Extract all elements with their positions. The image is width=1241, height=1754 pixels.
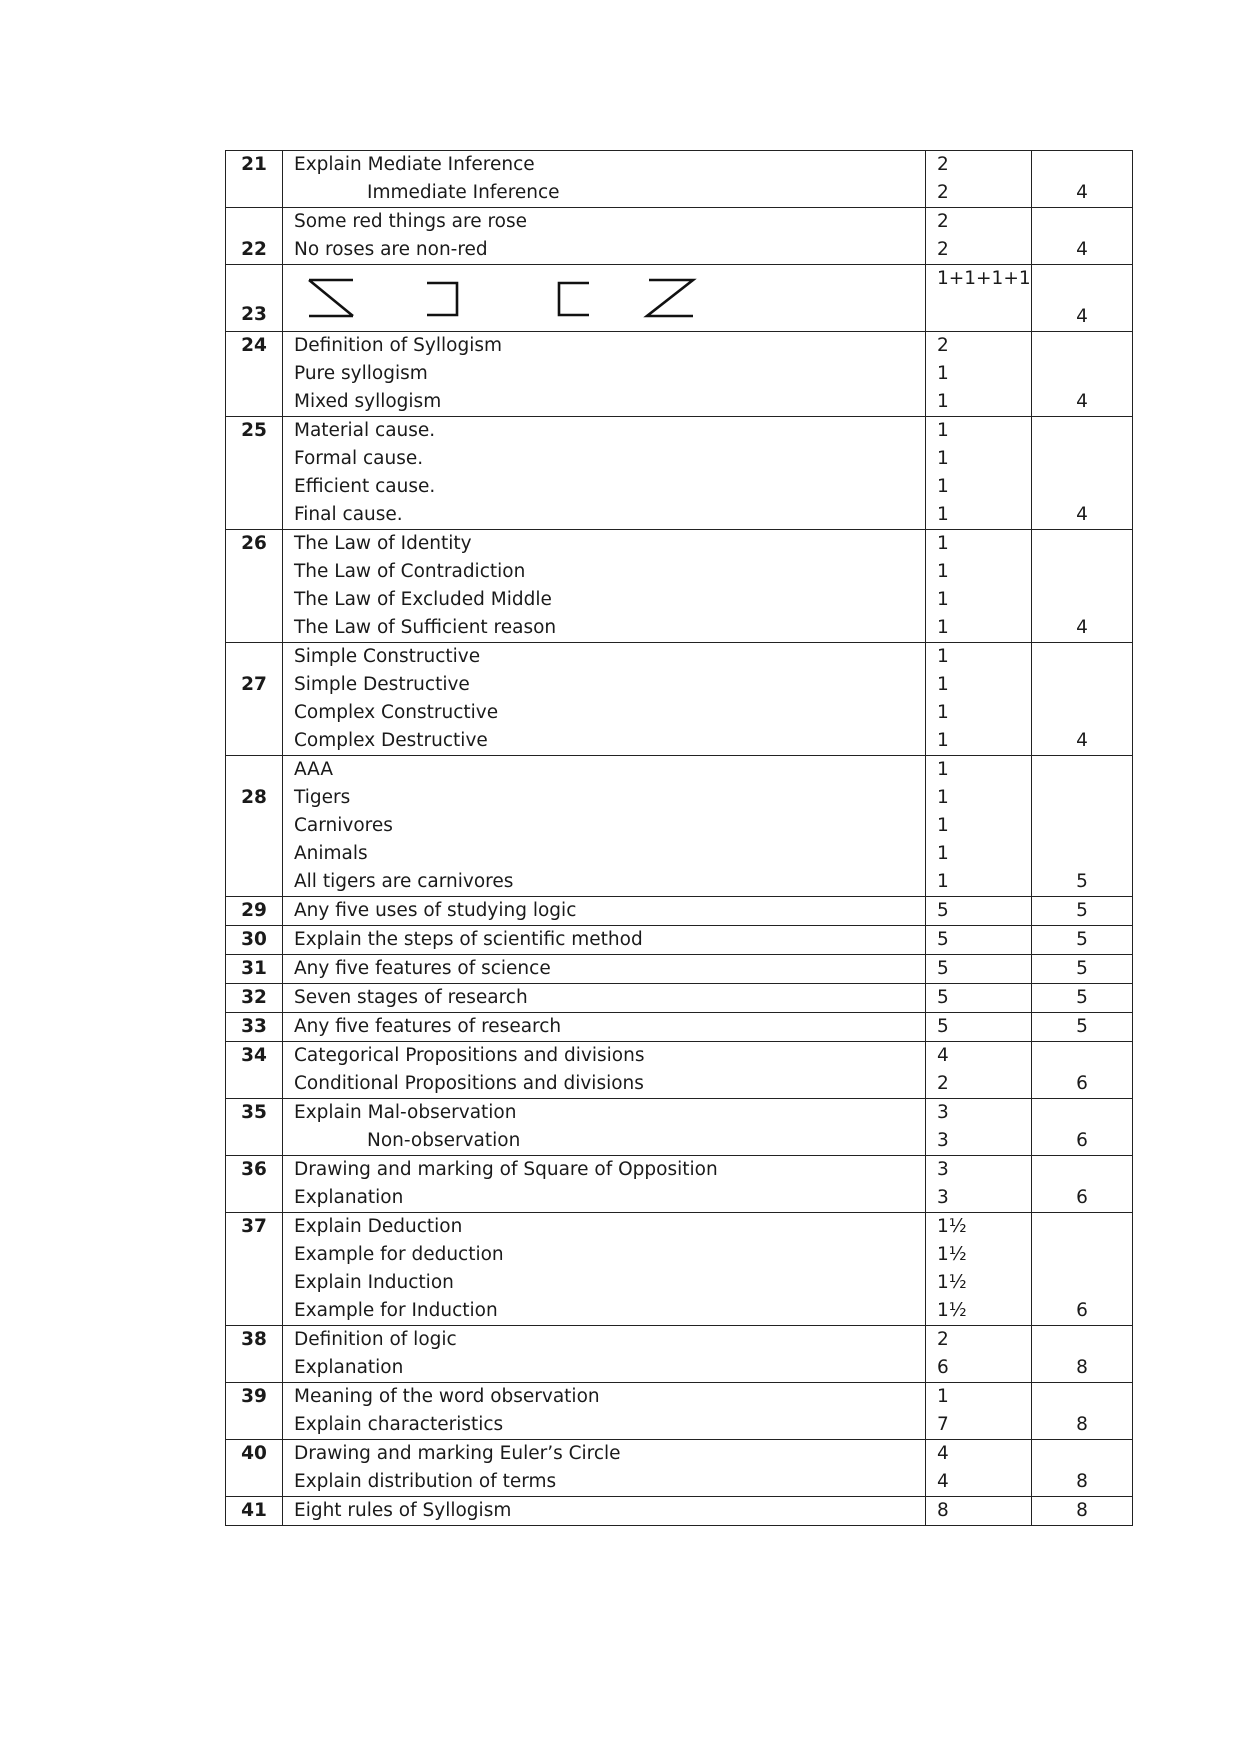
mark-value: 1 [937, 504, 949, 525]
description-line: Categorical Propositions and divisions [294, 1045, 645, 1066]
mark-value: 1 [937, 533, 949, 554]
description-line: Explanation [294, 1357, 404, 1378]
table-row [226, 1440, 1133, 1497]
total-cell [1032, 1213, 1133, 1326]
total-value: 4 [1076, 617, 1088, 638]
total-value [1032, 1383, 1132, 1411]
total-value [1032, 1213, 1132, 1241]
total-cell [1032, 1042, 1133, 1099]
total-cell [1032, 332, 1133, 417]
question-number: 22 [241, 239, 267, 260]
total-value [1032, 812, 1132, 840]
description-cell [283, 417, 926, 530]
total-value: 5 [1076, 987, 1088, 1008]
table-row [226, 1497, 1133, 1526]
total-value [1032, 586, 1132, 614]
question-number: 41 [241, 1500, 267, 1521]
total-cell [1032, 265, 1133, 332]
description-cell [283, 955, 926, 984]
mark-value: 1 [937, 448, 949, 469]
question-number-cell [226, 1440, 283, 1497]
description-cell [283, 1326, 926, 1383]
description-line: The Law of Excluded Middle [294, 589, 552, 610]
mark-value: 1 [937, 476, 949, 497]
description-cell [283, 1383, 926, 1440]
question-number-cell [226, 1326, 283, 1383]
question-number-cell [226, 984, 283, 1013]
question-number: 36 [241, 1159, 267, 1180]
mark-value: 2 [937, 1073, 949, 1094]
mark-value: 2 [937, 335, 949, 356]
mark-value: 7 [937, 1414, 949, 1435]
question-number-cell [226, 265, 283, 332]
total-value: 4 [1076, 306, 1088, 327]
table-row [226, 151, 1133, 208]
question-number-cell [226, 208, 283, 265]
description-line: Explain Mal-observation [294, 1102, 517, 1123]
table-row [226, 1326, 1133, 1383]
description-line: Some red things are rose [294, 211, 527, 232]
mark-value: 1 [937, 420, 949, 441]
description-cell [283, 1099, 926, 1156]
total-value [1032, 208, 1132, 236]
total-value [1032, 699, 1132, 727]
figure-2-symbol-icon [423, 277, 463, 319]
description-cell [283, 1213, 926, 1326]
description-line: Simple Destructive [294, 674, 470, 695]
table-row [226, 1099, 1133, 1156]
total-cell [1032, 208, 1133, 265]
description-cell [283, 897, 926, 926]
total-value [1032, 445, 1132, 473]
mark-value: 1 [937, 1386, 949, 1407]
mark-value: 1 [937, 702, 949, 723]
mark-cell [926, 926, 1032, 955]
mark-cell [926, 1042, 1032, 1099]
description-cell [283, 926, 926, 955]
question-number-cell [226, 417, 283, 530]
mark-cell [926, 265, 1032, 332]
total-cell [1032, 756, 1133, 897]
mark-cell [926, 955, 1032, 984]
table-row [226, 897, 1133, 926]
question-number: 40 [241, 1443, 267, 1464]
description-line: Definition of logic [294, 1329, 457, 1350]
total-cell [1032, 1013, 1133, 1042]
total-value [1032, 1269, 1132, 1297]
question-number-cell [226, 1213, 283, 1326]
table-row [226, 1042, 1133, 1099]
question-number-cell [226, 1156, 283, 1213]
mark-value: 2 [937, 239, 949, 260]
table-body [226, 151, 1133, 1526]
question-number: 35 [241, 1102, 267, 1123]
mark-value: 2 [937, 211, 949, 232]
total-value: 8 [1076, 1500, 1088, 1521]
description-line: Immediate Inference [367, 182, 560, 203]
total-value: 8 [1076, 1357, 1088, 1378]
total-value [1032, 1099, 1132, 1127]
table-row [226, 265, 1133, 332]
description-cell [283, 332, 926, 417]
mark-cell [926, 1497, 1032, 1526]
table-row [226, 208, 1133, 265]
description-line: Any five features of research [294, 1016, 562, 1037]
question-number-cell [226, 926, 283, 955]
question-number-cell [226, 332, 283, 417]
description-line: Example for deduction [294, 1244, 504, 1265]
question-number-cell [226, 1497, 283, 1526]
total-value [1032, 332, 1132, 360]
question-number-cell [226, 1099, 283, 1156]
description-line: Efficient cause. [294, 476, 436, 497]
total-value: 4 [1076, 391, 1088, 412]
mark-cell [926, 1213, 1032, 1326]
total-cell [1032, 897, 1133, 926]
description-line: Any five uses of studying logic [294, 900, 577, 921]
mark-value: 5 [937, 1016, 949, 1037]
table-row [226, 417, 1133, 530]
mark-value: 1 [937, 730, 949, 751]
description-line: Complex Destructive [294, 730, 488, 751]
table-row [226, 984, 1133, 1013]
table-row [226, 926, 1133, 955]
total-value: 5 [1076, 929, 1088, 950]
description-cell [283, 643, 926, 756]
question-number: 39 [241, 1386, 267, 1407]
description-cell [283, 984, 926, 1013]
total-value: 8 [1076, 1471, 1088, 1492]
total-cell [1032, 530, 1133, 643]
table-row [226, 1013, 1133, 1042]
mark-value: 1 [937, 646, 949, 667]
total-value: 5 [1076, 871, 1088, 892]
description-line: Material cause. [294, 420, 436, 441]
table-row [226, 1213, 1133, 1326]
total-cell [1032, 1383, 1133, 1440]
table-row [226, 643, 1133, 756]
description-line: Explain the steps of scientific method [294, 929, 643, 950]
mark-value: 1 [937, 391, 949, 412]
description-cell [283, 1156, 926, 1213]
mark-value: 8 [937, 1500, 949, 1521]
question-number-cell [226, 530, 283, 643]
mark-cell [926, 1013, 1032, 1042]
mark-value: 4 [937, 1443, 949, 1464]
total-value: 6 [1076, 1130, 1088, 1151]
question-number: 27 [241, 674, 267, 695]
description-line: Example for Induction [294, 1300, 498, 1321]
description-line: Carnivores [294, 815, 393, 836]
total-cell [1032, 1099, 1133, 1156]
mark-value: 1 [937, 674, 949, 695]
mark-value: 1+1+1+1 [937, 268, 1031, 289]
mark-cell [926, 897, 1032, 926]
description-line: Non-observation [367, 1130, 521, 1151]
total-cell [1032, 926, 1133, 955]
total-cell [1032, 984, 1133, 1013]
table-row [226, 1156, 1133, 1213]
description-line: Animals [294, 843, 368, 864]
total-value: 6 [1076, 1073, 1088, 1094]
question-number-cell [226, 1383, 283, 1440]
total-value [1032, 1042, 1132, 1070]
total-value: 6 [1076, 1187, 1088, 1208]
mark-value: 5 [937, 929, 949, 950]
description-line: Pure syllogism [294, 363, 428, 384]
mark-value: 2 [937, 182, 949, 203]
total-cell [1032, 643, 1133, 756]
description-line: AAA [294, 759, 333, 780]
mark-cell [926, 1383, 1032, 1440]
mark-value: 2 [937, 154, 949, 175]
total-cell [1032, 151, 1133, 208]
description-cell [283, 265, 926, 332]
total-value [1032, 671, 1132, 699]
description-line: Eight rules of Syllogism [294, 1500, 512, 1521]
description-line: Drawing and marking of Square of Opposition [294, 1159, 718, 1180]
total-value [1032, 151, 1132, 179]
total-value [1032, 530, 1132, 558]
description-cell [283, 1042, 926, 1099]
question-number-cell [226, 756, 283, 897]
total-value: 4 [1076, 182, 1088, 203]
description-line: Explanation [294, 1187, 404, 1208]
question-number: 24 [241, 335, 267, 356]
description-cell [283, 530, 926, 643]
mark-value: 1 [937, 589, 949, 610]
description-cell [283, 756, 926, 897]
mark-value: 5 [937, 958, 949, 979]
question-number: 28 [241, 787, 267, 808]
mark-value: 1½ [937, 1272, 967, 1293]
mark-cell [926, 1156, 1032, 1213]
mark-cell [926, 1099, 1032, 1156]
description-cell [283, 151, 926, 208]
description-line: Explain characteristics [294, 1414, 504, 1435]
total-value [1032, 1241, 1132, 1269]
mark-value: 4 [937, 1471, 949, 1492]
mark-cell [926, 417, 1032, 530]
figure-3-symbol-icon [553, 277, 593, 319]
figure-1-symbol-icon [306, 277, 358, 319]
description-line: Simple Constructive [294, 646, 481, 667]
total-value [1032, 1440, 1132, 1468]
mark-value: 4 [937, 1045, 949, 1066]
mark-value: 1 [937, 787, 949, 808]
description-line: Formal cause. [294, 448, 424, 469]
total-value [1032, 756, 1132, 784]
total-value: 5 [1076, 958, 1088, 979]
mark-cell [926, 1326, 1032, 1383]
question-number: 37 [241, 1216, 267, 1237]
total-cell [1032, 1326, 1133, 1383]
mark-value: 1 [937, 871, 949, 892]
question-number: 32 [241, 987, 267, 1008]
description-line: Explain Mediate Inference [294, 154, 535, 175]
question-number-cell [226, 1013, 283, 1042]
mark-value: 1 [937, 561, 949, 582]
description-line: Conditional Propositions and divisions [294, 1073, 644, 1094]
mark-cell [926, 1440, 1032, 1497]
total-value: 5 [1076, 900, 1088, 921]
description-line: Seven stages of research [294, 987, 528, 1008]
mark-cell [926, 151, 1032, 208]
mark-cell [926, 530, 1032, 643]
mark-value: 6 [937, 1357, 949, 1378]
question-number: 30 [241, 929, 267, 950]
mark-value: 1 [937, 617, 949, 638]
total-cell [1032, 1440, 1133, 1497]
description-line: Explain distribution of terms [294, 1471, 557, 1492]
description-cell [283, 1440, 926, 1497]
description-line: Definition of Syllogism [294, 335, 503, 356]
total-value [1032, 417, 1132, 445]
table-row [226, 530, 1133, 643]
question-number: 34 [241, 1045, 267, 1066]
figure-4-symbol-icon [641, 276, 697, 320]
total-value: 6 [1076, 1300, 1088, 1321]
mark-cell [926, 332, 1032, 417]
question-number-cell [226, 955, 283, 984]
scoring-scheme-table [225, 150, 1133, 1526]
total-cell [1032, 1156, 1133, 1213]
question-number: 26 [241, 533, 267, 554]
mark-cell [926, 984, 1032, 1013]
total-value: 8 [1076, 1414, 1088, 1435]
question-number: 23 [241, 304, 267, 325]
proposition-symbol-figures [294, 265, 925, 331]
description-line: Final cause. [294, 504, 403, 525]
description-line: Any five features of science [294, 958, 551, 979]
description-line: All tigers are carnivores [294, 871, 514, 892]
total-value [1032, 784, 1132, 812]
mark-value: 1½ [937, 1216, 967, 1237]
mark-value: 1½ [937, 1300, 967, 1321]
question-number: 38 [241, 1329, 267, 1350]
mark-cell [926, 208, 1032, 265]
question-number-cell [226, 643, 283, 756]
mark-cell [926, 643, 1032, 756]
question-number: 29 [241, 900, 267, 921]
mark-value: 1 [937, 363, 949, 384]
total-value [1032, 840, 1132, 868]
table-row [226, 756, 1133, 897]
question-number-cell [226, 897, 283, 926]
question-number-cell [226, 1042, 283, 1099]
question-number: 33 [241, 1016, 267, 1037]
question-number-cell [226, 151, 283, 208]
total-value: 4 [1076, 504, 1088, 525]
question-number: 21 [241, 154, 267, 175]
description-cell [283, 1013, 926, 1042]
description-line: No roses are non-red [294, 239, 488, 260]
total-value [1032, 1156, 1132, 1184]
total-cell [1032, 1497, 1133, 1526]
mark-value: 1 [937, 815, 949, 836]
description-line: The Law of Identity [294, 533, 472, 554]
total-cell [1032, 955, 1133, 984]
mark-value: 3 [937, 1187, 949, 1208]
description-line: Mixed syllogism [294, 391, 442, 412]
mark-cell [926, 756, 1032, 897]
total-value [1032, 473, 1132, 501]
description-line: Explain Induction [294, 1272, 454, 1293]
description-line: Meaning of the word observation [294, 1386, 600, 1407]
total-value: 5 [1076, 1016, 1088, 1037]
mark-value: 3 [937, 1159, 949, 1180]
description-cell [283, 208, 926, 265]
description-line: Drawing and marking Euler’s Circle [294, 1443, 621, 1464]
mark-value: 1 [937, 759, 949, 780]
mark-value: 2 [937, 1329, 949, 1350]
description-line: Complex Constructive [294, 702, 499, 723]
mark-value: 1½ [937, 1244, 967, 1265]
mark-value: 5 [937, 900, 949, 921]
description-cell [283, 1497, 926, 1526]
total-value [1032, 558, 1132, 586]
total-value [1032, 643, 1132, 671]
table-row [226, 955, 1133, 984]
mark-value: 1 [937, 843, 949, 864]
question-number: 31 [241, 958, 267, 979]
table-row [226, 1383, 1133, 1440]
total-value: 4 [1076, 239, 1088, 260]
mark-value: 3 [937, 1102, 949, 1123]
description-line: The Law of Contradiction [294, 561, 526, 582]
description-line: Explain Deduction [294, 1216, 463, 1237]
description-line: Tigers [294, 787, 351, 808]
table-row [226, 332, 1133, 417]
mark-value: 5 [937, 987, 949, 1008]
total-cell [1032, 417, 1133, 530]
total-value [1032, 1326, 1132, 1354]
total-value [1032, 360, 1132, 388]
description-line: The Law of Sufficient reason [294, 617, 557, 638]
mark-value: 3 [937, 1130, 949, 1151]
question-number: 25 [241, 420, 267, 441]
total-value: 4 [1076, 730, 1088, 751]
